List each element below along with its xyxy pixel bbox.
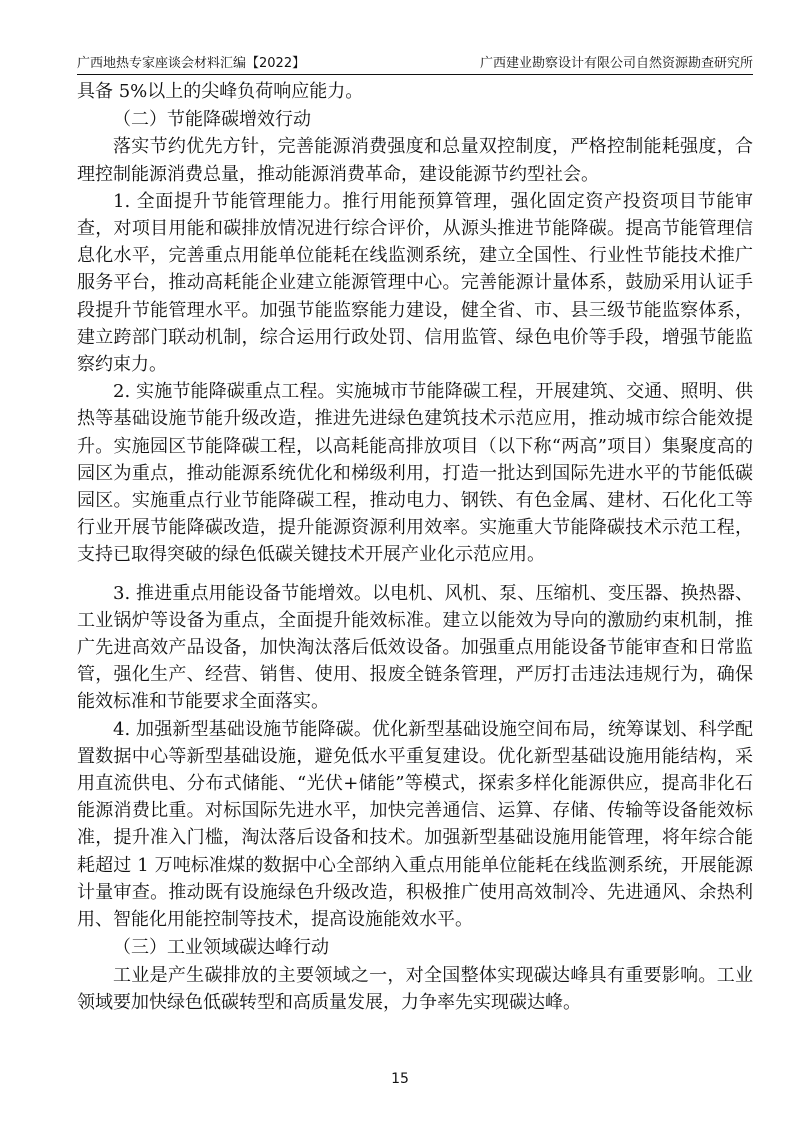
page-body <box>77 78 753 1016</box>
paragraph-industry: 工业是产生碳排放的主要领域之一，对全国整体实现碳达峰具有重要影响。工业领域要加快绿色低碳转型和高质量发展，力争率先实现碳达峰。 <box>77 964 753 1013</box>
page-header <box>77 52 753 72</box>
section-heading-2: （二）节能降碳增效行动 <box>113 109 311 131</box>
page-number: 15 <box>391 1071 409 1087</box>
paragraph-intro: 落实节约优先方针，完善能源消费强度和总量双控制度，严格控制能耗强度，合理控制能源消费总量，推动能源消费革命，建设能源节约型社会。 <box>77 136 753 185</box>
paragraph-item-4: 4. 加强新型基础设施节能降碳。优化新型基础设施空间布局，统筹谋划、科学配置数据中心等新型基础设施，避免低水平重复建设。优化新型基础设施用能结构，采用直流供电、分布式储能、“光伏+储能”等模式，探索多样化能源供应，提高非化石能源消费比重。对标国际先进水平，加快完善通信、运算、存储、传输等设备能效标准，提升准入门槛，淘汰落后设备和技术。加强新型基础设施用能管理，将年综合能耗超过 1 万吨标准煤的数据中心全部纳入重点用能单位能耗在线监测系统，开展能源计量审查。推动既有设施绿色升级改造，积极推广使用高效制冷、先进通风、余热利用、智能化用能控制等技术，提高设施能效水平。 <box>77 718 753 931</box>
paragraph-item-2: 2. 实施节能降碳重点工程。实施城市节能降碳工程，开展建筑、交通、照明、供热等基础设施节能升级改造，推进先进绿色建筑技术示范应用，推动城市综合能效提升。实施园区节能降碳工程，以高耗能高排放项目（以下称“两高”项目）集聚度高的园区为重点，推动能源系统优化和梯级利用，打造一批达到国际先进水平的节能低碳园区。实施重点行业节能降碳工程，推动电力、钢铁、有色金属、建材、石化化工等行业开展节能降碳改造，提升能源资源利用效率。实施重大节能降碳技术示范工程，支持已取得突破的绿色低碳关键技术开展产业化示范应用。 <box>77 381 753 566</box>
header-left-title: 广西地热专家座谈会材料汇编【2022】 <box>77 56 306 71</box>
header-right-title: 广西建业勘察设计有限公司自然资源勘查研究所 <box>479 56 753 71</box>
paragraph-continuation: 具备 5%以上的尖峰负荷响应能力。 <box>77 81 364 102</box>
paragraph-item-3: 3. 推进重点用能设备节能增效。以电机、风机、泵、压缩机、变压器、换热器、工业锅炉等设备为重点，全面提升能效标准。建立以能效为导向的激励约束机制，推广先进高效产品设备，加快淘汰落后低效设备。加强重点用能设备节能审查和日常监管，强化生产、经营、销售、使用、报废全链条管理，严厉打击违法违规行为，确保能效标准和节能要求全面落实。 <box>77 582 753 713</box>
paragraph-item-1: 1. 全面提升节能管理能力。推行用能预算管理，强化固定资产投资项目节能审查，对项目用能和碳排放情况进行综合评价，从源头推进节能降碳。提高节能管理信息化水平，完善重点用能单位能耗在线监测系统，建立全国性、行业性节能技术推广服务平台，推动高耗能企业建立能源管理中心。完善能源计量体系，鼓励采用认证手段提升节能管理水平。加强节能监察能力建设，健全省、市、县三级节能监察体系，建立跨部门联动机制，综合运用行政处罚、信用监管、绿色电价等手段，增强节能监察约束力。 <box>77 190 753 376</box>
section-heading-3: （三）工业领域碳达峰行动 <box>113 937 329 959</box>
header-rule <box>77 74 753 75</box>
